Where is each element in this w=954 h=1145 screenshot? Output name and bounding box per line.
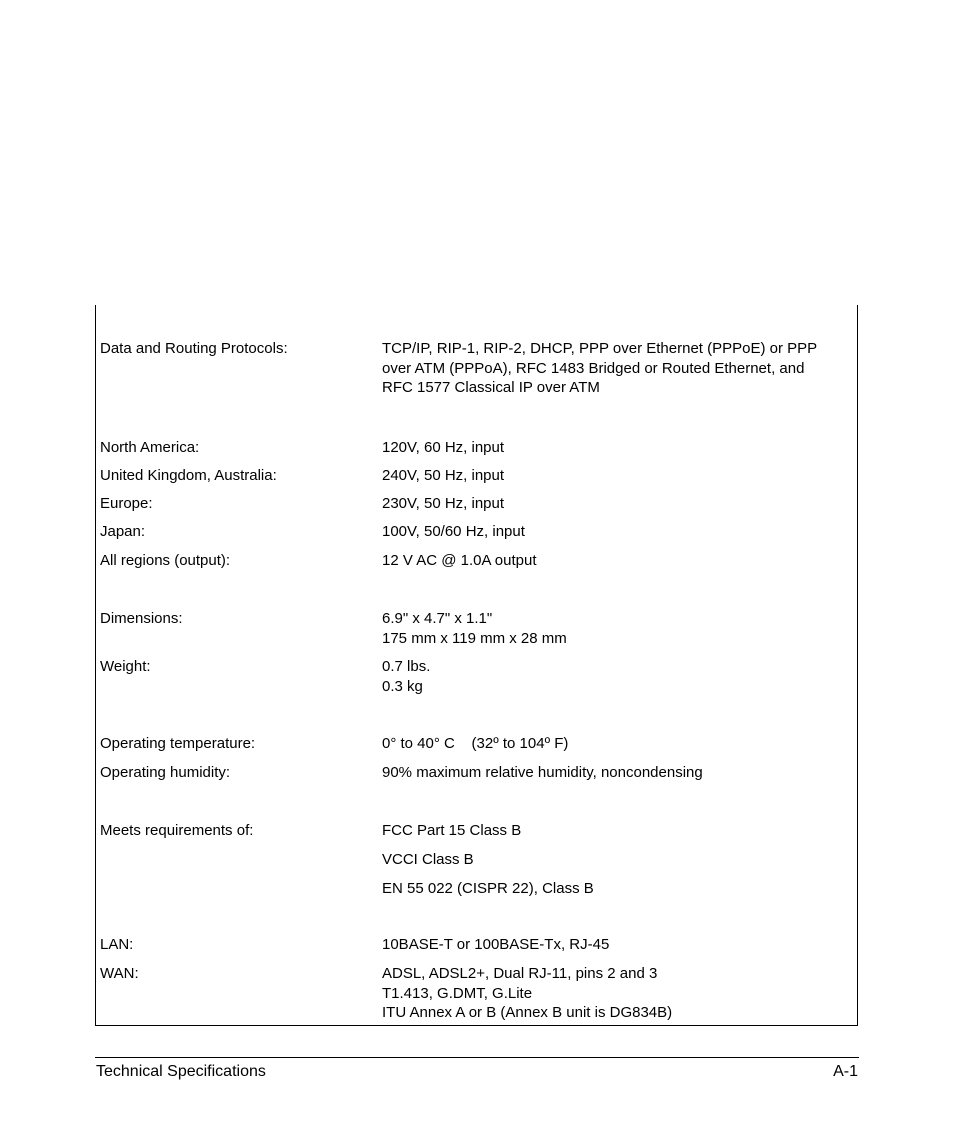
spec-value-line: VCCI Class B <box>382 850 474 868</box>
spec-value-line: EN 55 022 (CISPR 22), Class B <box>382 879 594 897</box>
spec-label: North America: <box>100 439 200 456</box>
spec-value: 0° to 40° C (32º to 104º F) <box>382 735 569 752</box>
footer-section-title: Technical Specifications <box>96 1063 266 1080</box>
spec-value-line: RFC 1577 Classical IP over ATM <box>382 379 600 396</box>
footer-page-number: A-1 <box>833 1063 858 1080</box>
spec-value-line: 0.7 lbs. <box>382 658 431 675</box>
spec-label: Operating temperature: <box>100 735 256 752</box>
spec-value-line: ITU Annex A or B (Annex B unit is DG834B) <box>382 1004 673 1021</box>
spec-value: 90% maximum relative humidity, noncondensing <box>382 764 703 781</box>
spec-value <box>382 339 852 398</box>
spec-label: Weight: <box>100 658 151 675</box>
spec-label: Japan: <box>100 523 146 540</box>
spec-value: 100V, 50/60 Hz, input <box>382 523 525 540</box>
spec-value-line: 6.9" x 4.7" x 1.1" <box>382 610 493 627</box>
spec-value <box>382 657 852 696</box>
spec-value: 120V, 60 Hz, input <box>382 439 505 456</box>
spec-label: Dimensions: <box>100 610 183 627</box>
spec-label: LAN: <box>100 936 134 953</box>
spec-value-line: ADSL, ADSL2+, Dual RJ-11, pins 2 and 3 <box>382 965 658 982</box>
spec-value-line: FCC Part 15 Class B <box>382 822 522 839</box>
spec-value: 240V, 50 Hz, input <box>382 467 505 484</box>
spec-label: Meets requirements of: <box>100 822 254 839</box>
spec-label: All regions (output): <box>100 552 231 569</box>
spec-value: 230V, 50 Hz, input <box>382 495 505 512</box>
spec-value: 10BASE-T or 100BASE-Tx, RJ-45 <box>382 936 610 953</box>
spec-value <box>382 964 852 1023</box>
spec-label: Data and Routing Protocols: <box>100 340 288 357</box>
spec-value-line: 0.3 kg <box>382 677 423 695</box>
spec-value-line: 175 mm x 119 mm x 28 mm <box>382 629 567 647</box>
spec-value-line: T1.413, G.DMT, G.Lite <box>382 984 533 1002</box>
footer-divider <box>95 1057 859 1058</box>
spec-label: Operating humidity: <box>100 764 231 781</box>
spec-label: United Kingdom, Australia: <box>100 467 277 484</box>
spec-label: Europe: <box>100 495 153 512</box>
spec-value-line: TCP/IP, RIP-1, RIP-2, DHCP, PPP over Ethernet (PPPoE) or PPP <box>382 340 818 357</box>
spec-value-line: over ATM (PPPoA), RFC 1483 Bridged or Routed Ethernet, and <box>382 359 805 377</box>
spec-value <box>382 821 852 898</box>
spec-value: 12 V AC @ 1.0A output <box>382 552 537 569</box>
spec-value <box>382 609 852 648</box>
spec-label: WAN: <box>100 965 139 982</box>
